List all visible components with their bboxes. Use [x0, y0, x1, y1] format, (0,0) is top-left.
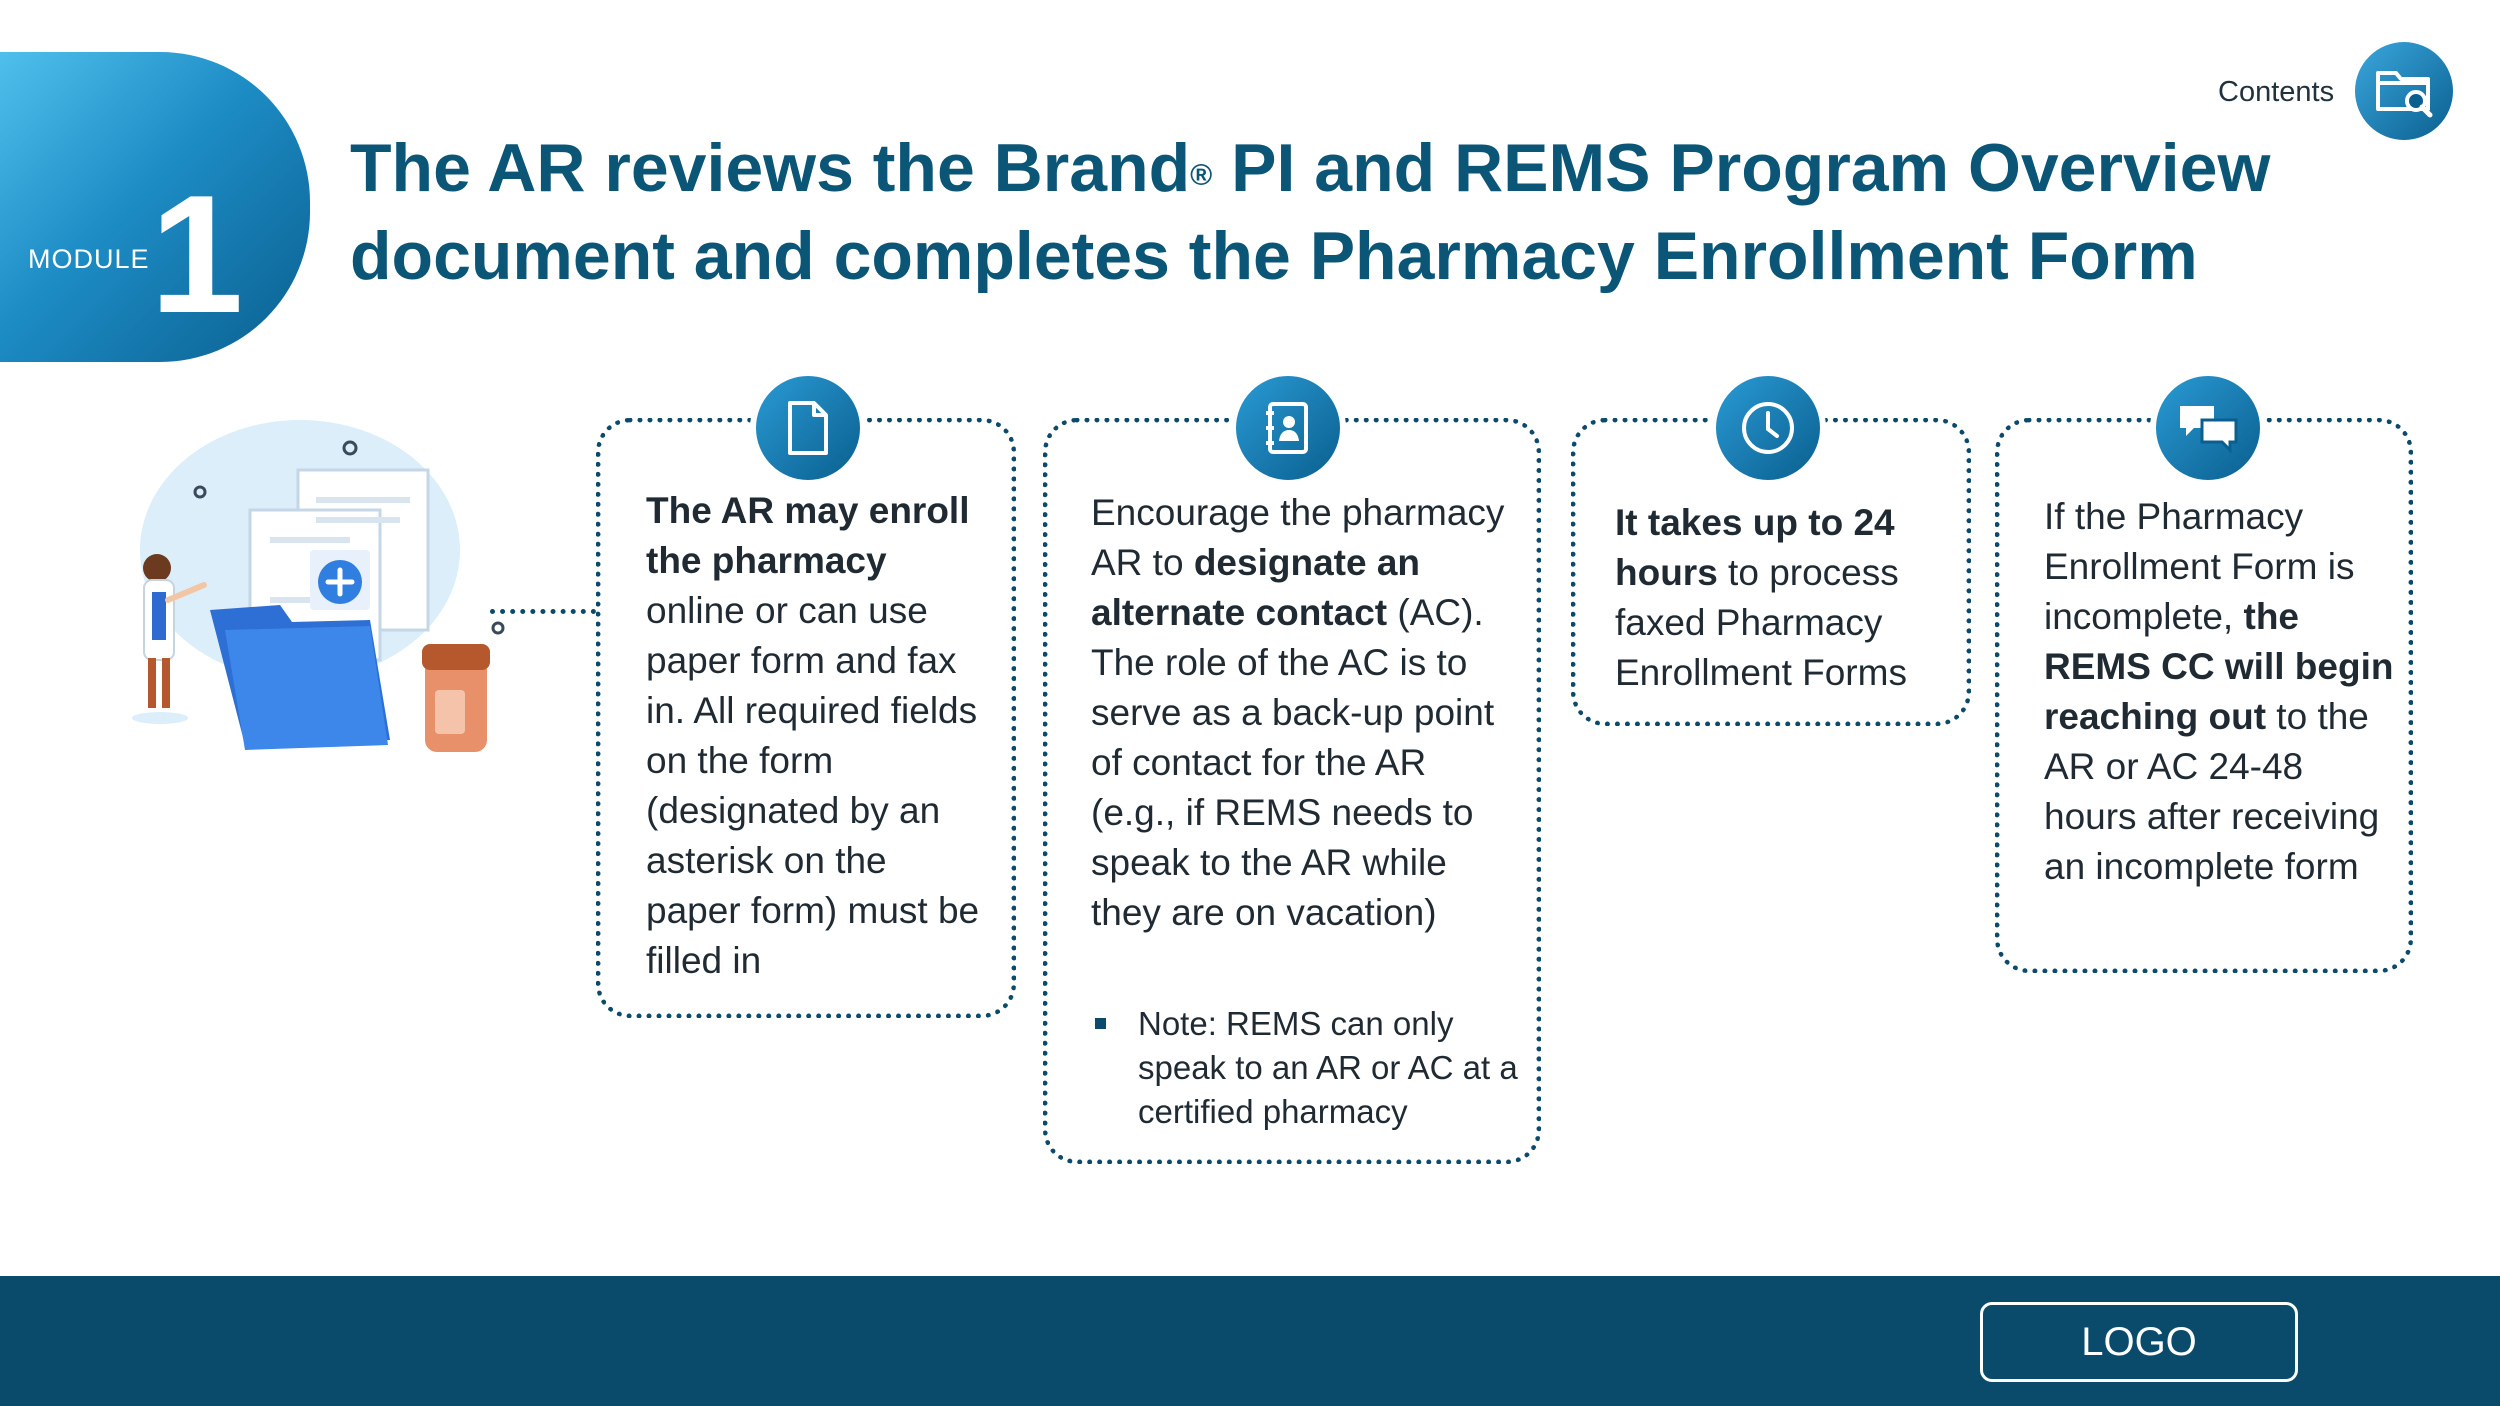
contents-button[interactable] [2355, 42, 2453, 140]
module-number: 1 [150, 160, 244, 348]
connector-dots [490, 609, 596, 614]
card-text-processing-time: It takes up to 24 hours to process faxed Pharmacy Enrollment Forms [1615, 502, 1907, 693]
contact-card-icon [1262, 399, 1314, 457]
card-note: Note: REMS can only speak to an AR or AC at a certified pharmacy [1138, 1005, 1518, 1130]
module-tab [0, 52, 310, 362]
card-icon-badge [750, 370, 866, 486]
module-label: MODULE [28, 244, 150, 274]
pharmacist-illustration [70, 400, 550, 780]
registered-mark: ® [1190, 159, 1213, 192]
card-text-incomplete-form: If the Pharmacy Enrollment Form is incomplete, the REMS CC will begin reaching out to the AR or AC 24-48 hours after receiving an incomplete form [2044, 496, 2394, 887]
clock-icon [1738, 398, 1798, 458]
document-icon [782, 399, 834, 457]
page-title [350, 124, 2271, 300]
chat-bubbles-icon [2176, 400, 2240, 456]
page-title-line-1: The AR reviews the Brand® PI and REMS Program Overview [350, 130, 2271, 206]
folder-search-icon [2372, 59, 2436, 123]
card-text-alternate-contact: Encourage the pharmacy AR to designate an alternate contact (AC). The role of the AC is to serve as a back-up point of contact for the AR (e.g., if REMS needs to speak to the AR while they are on vacation) [1091, 492, 1505, 933]
note-bullet [1095, 1018, 1106, 1029]
page-title-line-2: document and completes the Pharmacy Enrollment Form [350, 218, 2198, 294]
contents-link[interactable]: Contents [2218, 76, 2335, 108]
card-text-enroll: The AR may enroll the pharmacy online or can use paper form and fax in. All required fields on the form (designated by an asterisk on the paper form) must be filled in [646, 490, 980, 981]
card-icon-badge [2150, 370, 2266, 486]
footer-logo: LOGO [1980, 1302, 2298, 1382]
card-icon-badge [1710, 370, 1826, 486]
card-icon-badge [1230, 370, 1346, 486]
